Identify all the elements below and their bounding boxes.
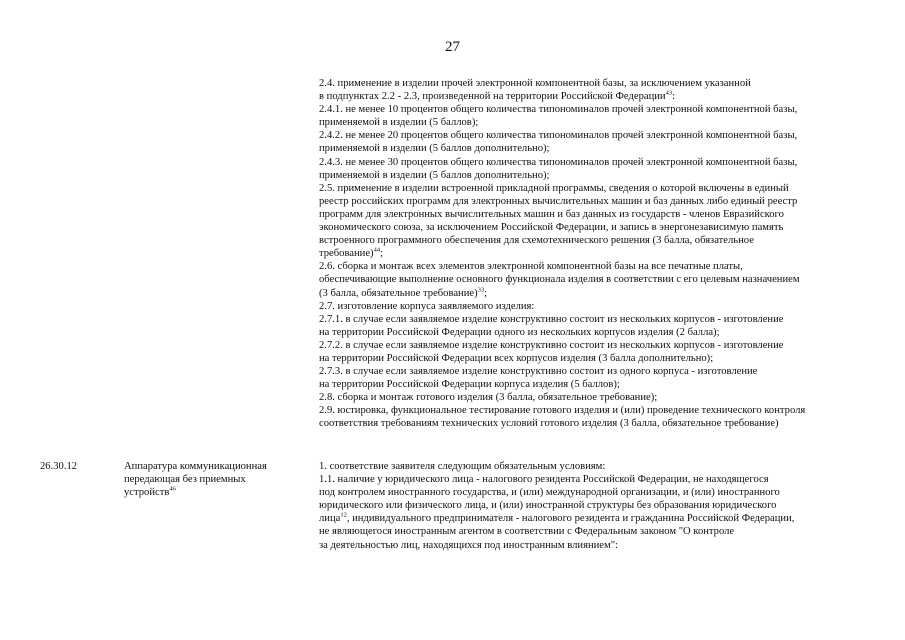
clause-line [319,378,879,391]
footnote-ref: 33 [477,285,485,293]
footnote-ref: 12 [340,511,347,519]
clause-line [319,182,879,195]
requirement-line [319,486,879,499]
clause-line [319,208,879,221]
requirement-line [319,539,879,552]
clause-line [319,273,879,286]
text-segment: , индивидуального предпринимателя - налогового резидента и гражданина Российской Федерации, [346,513,795,525]
upper-clauses-block [319,77,879,431]
requirement-line [319,473,879,486]
clause-line [319,365,879,378]
clause-line [319,352,879,365]
text-segment: экономического союза, за исключением Российской Федерации, и запись в энергонезависимую память [319,222,784,234]
clause-line [319,339,879,352]
requirement-line [319,512,879,525]
product-name-line [124,460,304,473]
text-segment: на территории Российской Федерации одного из нескольких корпусов изделия (2 балла); [319,326,720,338]
clause-line [319,313,879,326]
text-segment: применяемой в изделии (5 баллов); [319,117,479,129]
text-segment: обеспечивающие выполнение основного функционала изделия в соответствии с его целевым назначением [319,274,800,286]
footnote-ref: 43 [665,89,673,97]
text-segment: 2.7.2. в случае если заявляемое изделие конструктивно состоит из нескольких корпусов - изготовление [319,339,784,351]
clause-line [319,90,879,103]
text-segment: 2.9. юстировка, функциональное тестирование готового изделия и (или) проведение технического контроля [319,405,806,417]
requirement-line [319,525,879,538]
text-segment: на территории Российской Федерации корпуса изделия (5 баллов); [319,379,620,391]
requirement-line [319,499,879,512]
clause-line [319,156,879,169]
text-segment: не являющегося иностранным агентом в соответствии с Федеральным законом "О контроле [319,526,735,538]
text-segment: за деятельностью лиц, находящихся под иностранным влиянием": [319,539,618,551]
text-segment: 1. соответствие заявителя следующим обязательным условиям: [319,461,606,472]
clause-line [319,221,879,234]
text-segment: 2.5. применение в изделии встроенной прикладной программы, сведения о которой включены в единый [319,182,789,194]
footnote-ref: 44 [373,246,381,254]
product-name-line [124,486,304,499]
clause-line [319,116,879,129]
clause-line [319,247,879,260]
text-segment: 2.7.3. в случае если заявляемое изделие конструктивно состоит из одного корпуса - изготовление [319,366,758,378]
text-segment: передающая без приемных [124,474,246,486]
text-segment: 2.8. сборка и монтаж готового изделия (3 балла, обязательное требование); [319,392,658,404]
text-segment: 2.7. изготовление корпуса заявляемого изделия: [319,300,535,312]
text-segment: (3 балла, обязательное требование) [319,287,478,299]
text-segment: юридического или физического лица, и (или) иностранной структуры без образования юридического [319,500,777,512]
clause-line [319,417,879,430]
clause-line [319,195,879,208]
text-segment: встроенного программного обеспечения для схемотехнического решения (3 балла, обязательное [319,235,754,247]
text-segment: Аппаратура коммуникационная [124,461,267,472]
clause-line [319,300,879,313]
text-segment: применяемой в изделии (5 баллов дополнительно); [319,143,550,155]
product-name-line [124,473,304,486]
text-segment: 2.4.3. не менее 30 процентов общего количества типономиналов прочей электронной компонентной базы, [319,156,798,168]
requirements-block [319,460,879,552]
text-segment: 2.4. применение в изделии прочей электронной компонентной базы, за исключением указанной [319,78,751,89]
requirement-line [319,460,879,473]
text-segment: требование) [319,248,374,260]
clause-line [319,103,879,116]
text-segment: соответствия требованиям технических условий готового изделия (3 балла, обязательное требование) [319,418,779,430]
page-number: 27 [445,39,460,55]
text-segment: : [672,91,676,103]
text-segment: 1.1. наличие у юридического лица - налогового резидента Российской Федерации, не находящегося [319,474,769,486]
product-name [124,460,304,499]
clause-line [319,287,879,300]
text-segment: под контролем иностранного государства, и (или) международной организации, и (или) иностранного [319,487,780,499]
text-segment: на территории Российской Федерации всех корпусов изделия (3 балла дополнительно); [319,352,714,364]
text-segment: в подпунктах 2.2 - 2.3, произведенной на территории Российской Федерации [319,91,666,103]
text-segment: 2.4.2. не менее 20 процентов общего количества типономиналов прочей электронной компонентной базы, [319,130,798,142]
text-segment: 2.7.1. в случае если заявляемое изделие конструктивно состоит из нескольких корпусов - изготовление [319,313,784,325]
clause-line [319,260,879,273]
text-segment: программ для электронных вычислительных машин и баз данных из государств - членов Евразийского [319,208,784,220]
text-segment: ; [380,248,384,260]
clause-line [319,391,879,404]
okpd-code: 26.30.12 [40,461,78,472]
text-segment: реестр российских программ для электронных вычислительных машин и баз данных либо единый реестр [319,195,798,207]
text-segment: 2.4.1. не менее 10 процентов общего количества типономиналов прочей электронной компонентной базы, [319,104,798,116]
footnote-ref: 46 [169,485,176,493]
clause-line [319,77,879,90]
clause-line [319,326,879,339]
clause-line [319,129,879,142]
text-segment: 2.6. сборка и монтаж всех элементов электронной компонентной базы на все печатные платы, [319,261,743,273]
table-row [0,460,905,600]
text-segment: ; [484,287,488,299]
text-segment: устройств [124,487,170,499]
text-segment: лица [319,513,341,525]
clause-line [319,169,879,182]
clause-line [319,142,879,155]
text-segment: применяемой в изделии (5 баллов дополнительно); [319,169,550,181]
clause-line [319,234,879,247]
clause-line [319,404,879,417]
